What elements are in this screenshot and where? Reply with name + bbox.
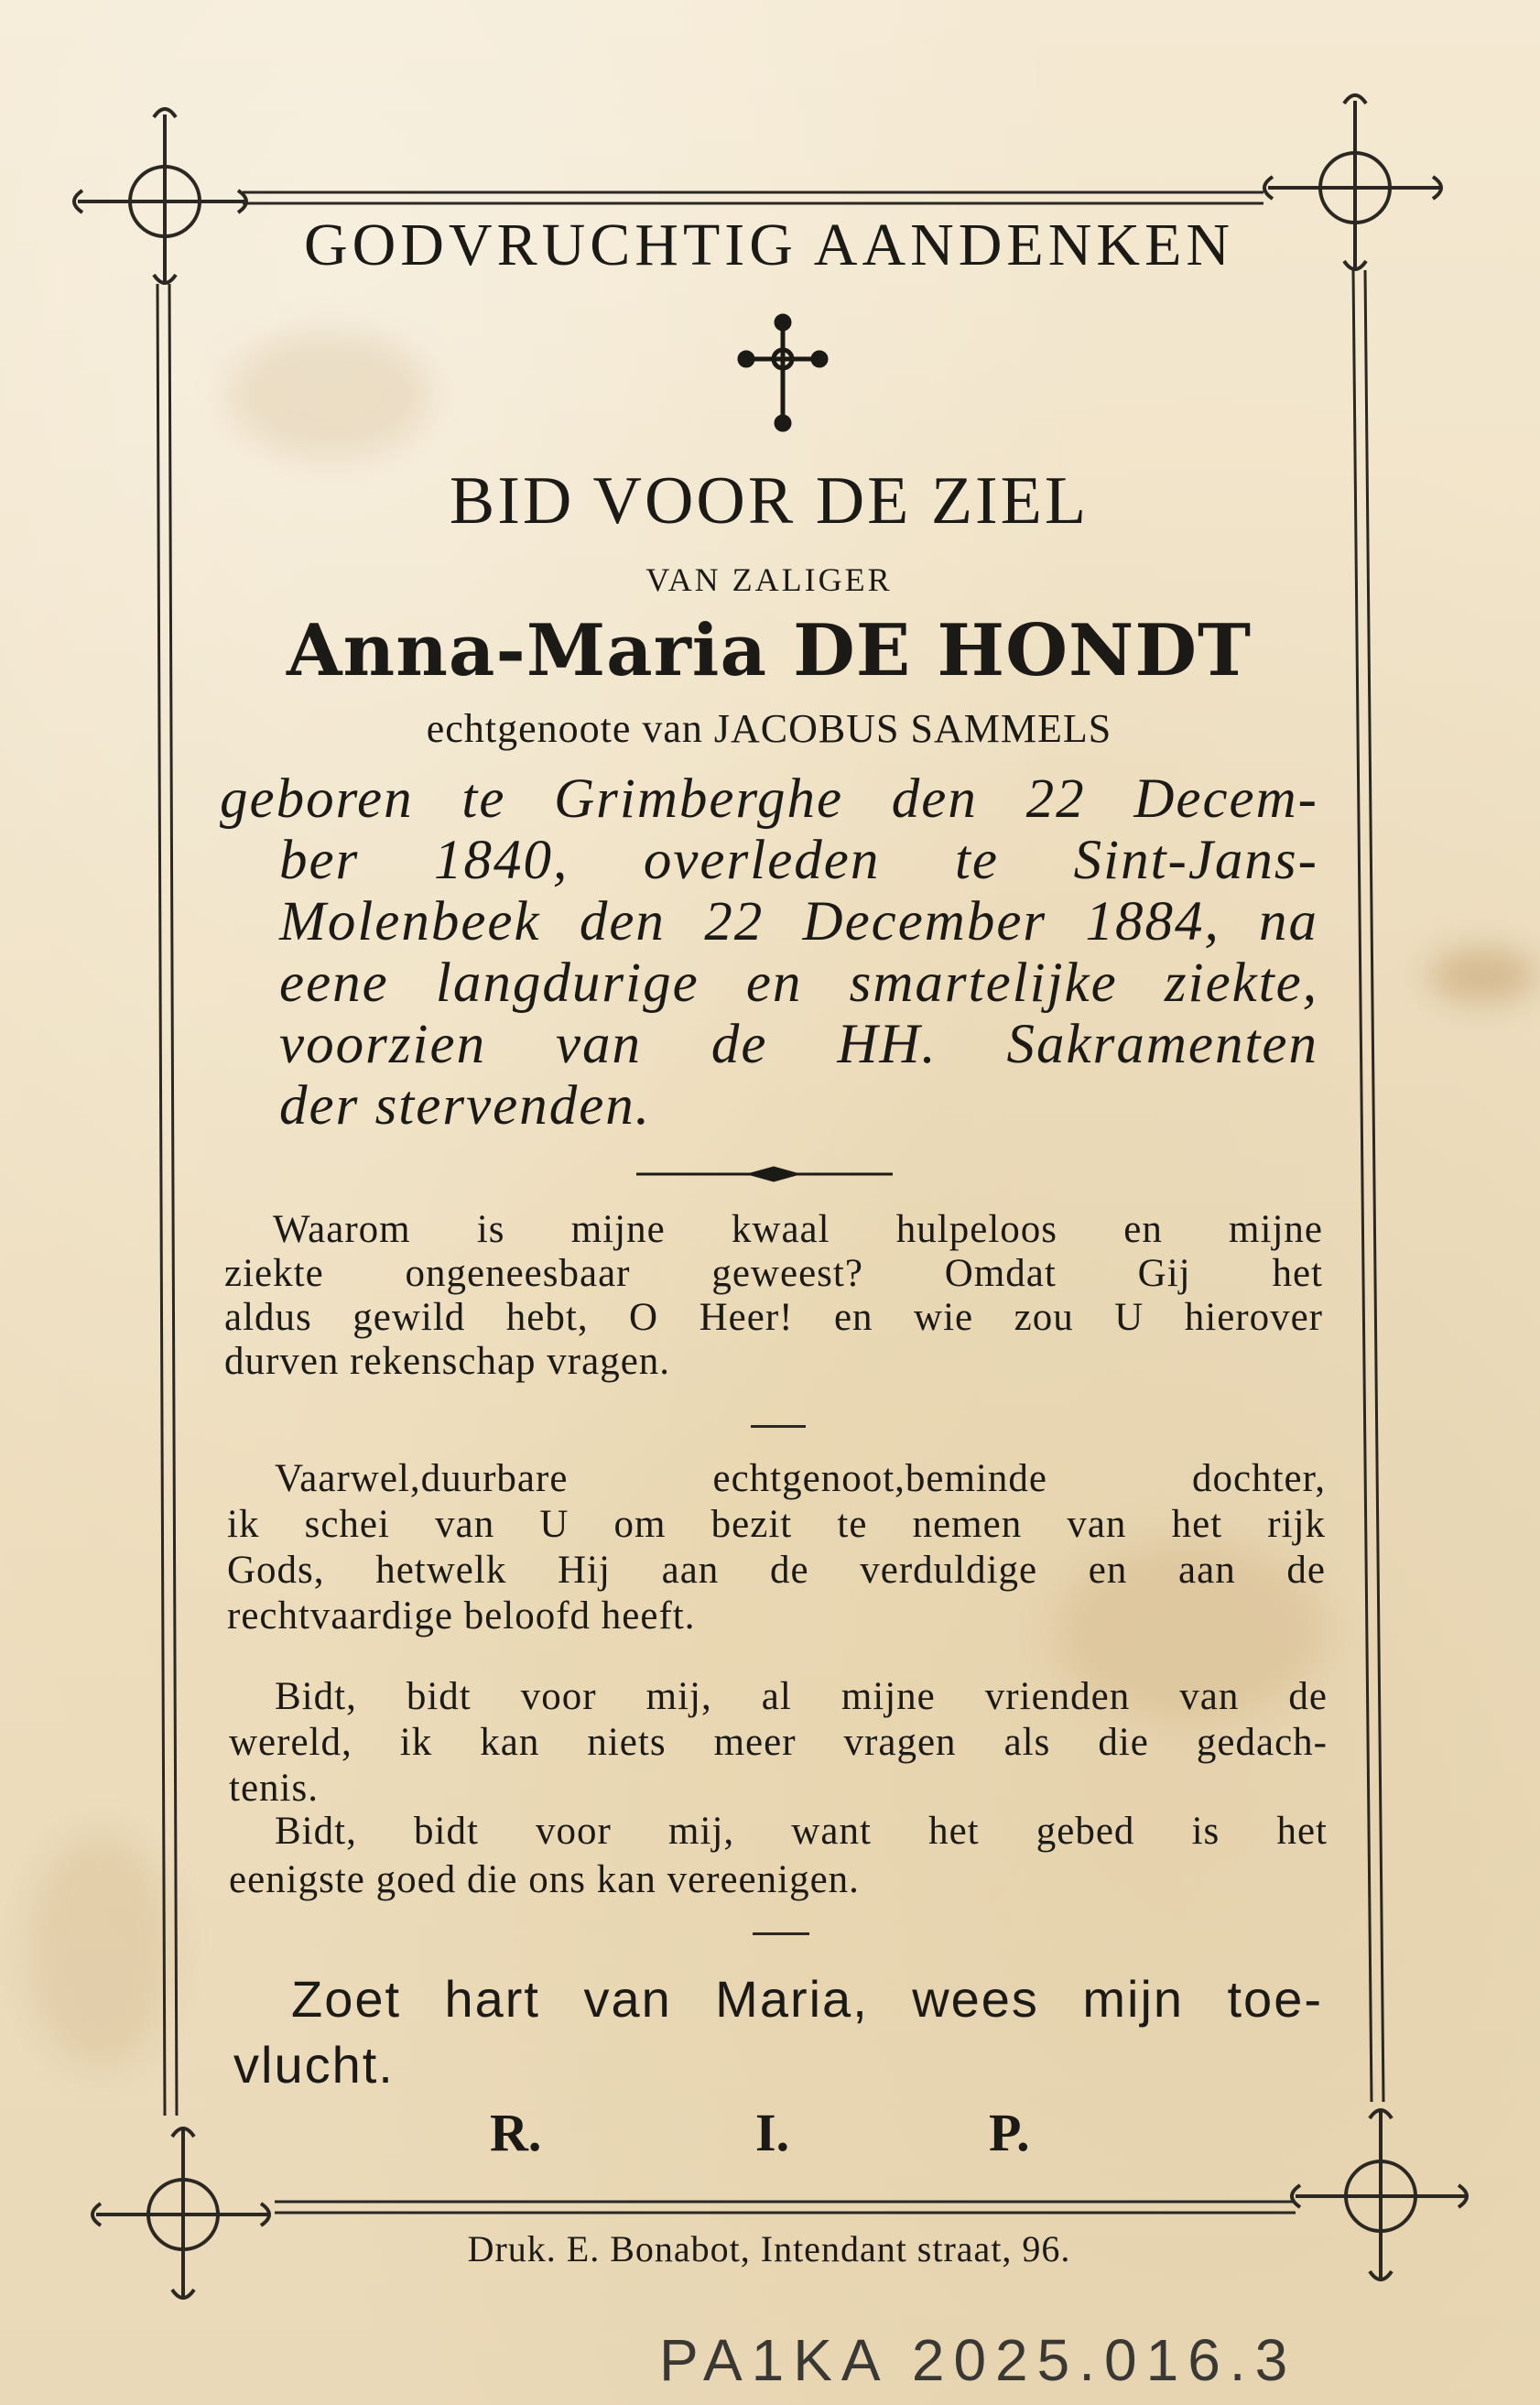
biography-line: der stervenden. bbox=[279, 1075, 652, 1137]
biography-line: voorzien van de HH. Sakramenten bbox=[279, 1014, 1318, 1075]
card-heading: GODVRUCHTIG AANDENKEN bbox=[303, 212, 1235, 278]
ripl-letter: I. bbox=[755, 2103, 790, 2162]
text-line: eenigste goed die ons kan vereenigen. bbox=[229, 1858, 860, 1901]
invocation-line: vlucht. bbox=[233, 2036, 395, 2094]
cross-ornament-icon bbox=[740, 316, 826, 430]
prayer-title: BID VOOR DE ZIEL bbox=[449, 463, 1090, 539]
ripl-letter: P. bbox=[989, 2103, 1030, 2162]
ripl-letter: R. bbox=[490, 2103, 542, 2162]
van-zaliger-label: VAN ZALIGER bbox=[645, 561, 893, 598]
text-line: Vaarwel,duurbare echtgenoot,beminde dochter, bbox=[275, 1457, 1326, 1500]
text-line: Bidt, bidt voor mij, want het gebed is het bbox=[275, 1810, 1328, 1853]
text-line: ziekte ongeneesbaar geweest? Omdat Gij het bbox=[224, 1252, 1323, 1295]
spouse-line: echtgenoote van JACOBUS SAMMELS bbox=[426, 706, 1112, 751]
corner-cross-ornament-icon bbox=[92, 2128, 270, 2299]
text-line: wereld, ik kan niets meer vragen als die gedach- bbox=[229, 1721, 1328, 1764]
text-line: tenis. bbox=[229, 1767, 319, 1810]
deceased-name: Anna-Maria DE HONDT bbox=[286, 609, 1253, 692]
biography-line: Molenbeek den 22 December 1884, na bbox=[279, 891, 1318, 952]
text-line: durven rekenschap vragen. bbox=[224, 1340, 671, 1383]
text-line: Waarom is mijne kwaal hulpeloos en mijne bbox=[273, 1208, 1323, 1251]
printer-imprint: Druk. E. Bonabot, Intendant straat, 96. bbox=[467, 2228, 1071, 2269]
text-line: ik schei van U om bezit te nemen van het rijk bbox=[227, 1503, 1326, 1546]
text-line: rechtvaardige beloofd heeft. bbox=[227, 1594, 696, 1638]
text-line: Gods, hetwelk Hij aan de verduldige en aan de bbox=[227, 1549, 1326, 1592]
text-line: aldus gewild hebt, O Heer! en wie zou U hierover bbox=[224, 1296, 1323, 1339]
biography-line: ber 1840, overleden te Sint-Jans- bbox=[279, 830, 1318, 891]
separator bbox=[753, 1932, 809, 1935]
text-line: Bidt, bidt voor mij, al mijne vrienden van de bbox=[275, 1675, 1328, 1718]
invocation-line: Zoet hart van Maria, wees mijn toe- bbox=[291, 1970, 1323, 2028]
dash-ornament-icon bbox=[636, 1168, 893, 1181]
biography-line: geboren te Grimberghe den 22 Decem- bbox=[220, 768, 1318, 830]
separator bbox=[751, 1425, 806, 1428]
biography-line: eene langdurige en smartelijke ziekte, bbox=[279, 952, 1318, 1014]
archive-number: PA1KA 2025.016.3 bbox=[659, 2327, 1297, 2393]
